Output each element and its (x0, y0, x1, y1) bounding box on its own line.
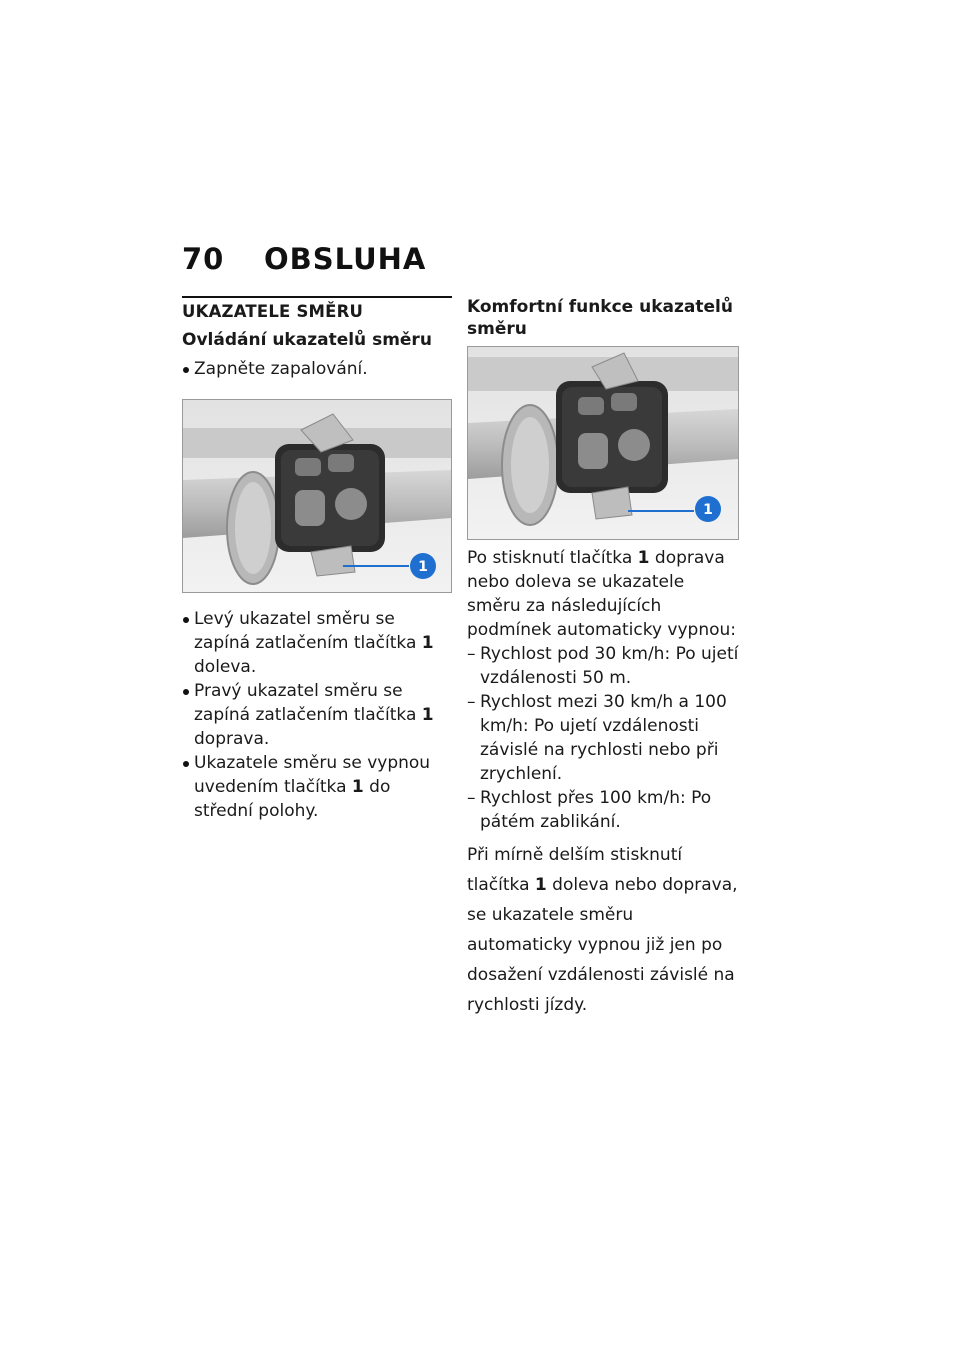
handlebar-switch-illustration (468, 347, 738, 539)
conditions-list (467, 642, 739, 834)
handlebar-switch-figure (182, 399, 452, 593)
intro-bullet-list (182, 357, 452, 381)
closing-paragraph: Při mírně delším stisknutí tlačítka 1 doleva nebo doprava, se ukazatele směru automaticky vypnou již jen po dosažení vzdálenosti závislé na rychlosti jízdy. (467, 845, 738, 1015)
chapter-title: OBSLUHA (264, 242, 427, 276)
page-number: 70 (182, 242, 225, 276)
list-item: – Rychlost pod 30 km/h: Po ujetí vzdálenosti 50 m. (467, 642, 739, 690)
list-item: Pravý ukazatel směru se zapíná zatlačením tlačítka 1 doprava. (182, 679, 452, 751)
subsection-title: Ovládání ukazatelů směru (182, 330, 432, 350)
list-item: Ukazatele směru se vypnou uvedením tlačítka 1 do střední polohy. (182, 751, 452, 823)
callout-label: 1 (418, 559, 428, 575)
callout-label: 1 (703, 502, 713, 518)
right-column (467, 296, 739, 1020)
left-column (182, 296, 452, 823)
handlebar-switch-illustration (183, 400, 451, 592)
page-header (182, 242, 426, 276)
section-rule (182, 296, 452, 298)
subsection-title: Komfortní funkce ukazatelů směru (467, 297, 733, 339)
list-item: Zapněte zapalování. (182, 357, 452, 381)
list-item: Levý ukazatel směru se zapíná zatlačením tlačítka 1 doleva. (182, 607, 452, 679)
list-item: – Rychlost mezi 30 km/h a 100 km/h: Po ujetí vzdálenosti závislé na rychlosti nebo při zrychlení. (467, 690, 739, 786)
bullet-list (182, 607, 452, 823)
list-item: – Rychlost přes 100 km/h: Po pátém zablikání. (467, 786, 739, 834)
section-title: UKAZATELE SMĚRU (182, 302, 364, 321)
intro-paragraph: Po stisknutí tlačítka 1 doprava nebo doleva se ukazatele směru za následujících podmínek automaticky vypnou: (467, 548, 737, 640)
handlebar-switch-figure (467, 346, 739, 540)
